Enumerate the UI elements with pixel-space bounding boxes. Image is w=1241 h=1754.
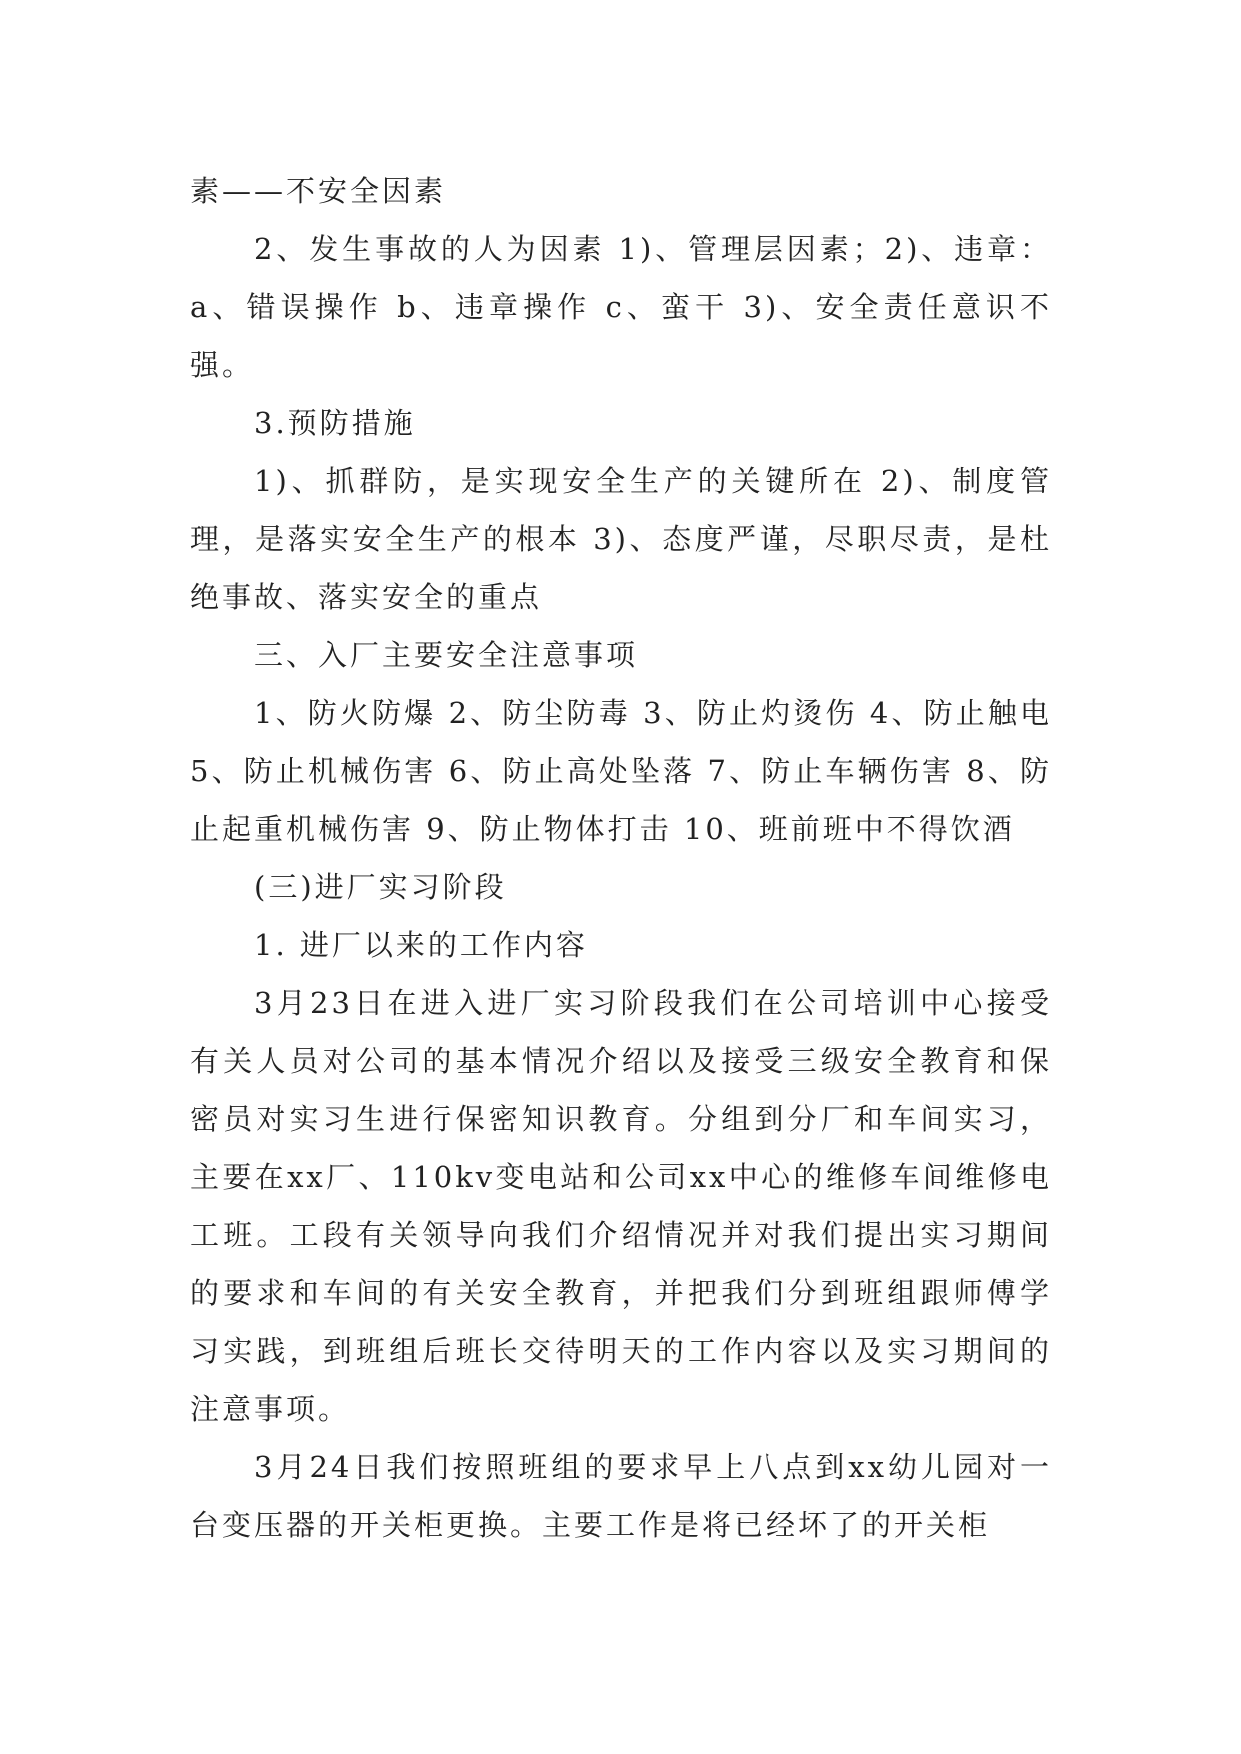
document-body — [190, 162, 1052, 1554]
paragraph-4: 1)、抓群防，是实现安全生产的关键所在 2)、制度管理，是落实安全生产的根本 3)、态度严谨，尽职尽责，是杜绝事故、落实安全的重点 — [190, 464, 1052, 614]
paragraph-10: 3月24日我们按照班组的要求早上八点到xx幼儿园对一台变压器的开关柜更换。主要工作是将已经坏了的开关柜 — [190, 1450, 1052, 1542]
paragraph-2: 2、发生事故的人为因素 1)、管理层因素；2)、违章：a、错误操作 b、违章操作 c、蛮干 3)、安全责任意识不强。 — [190, 232, 1052, 382]
paragraph-6: 1、防火防爆 2、防尘防毒 3、防止灼烫伤 4、防止触电 5、防止机械伤害 6、防止高处坠落 7、防止车辆伤害 8、防止起重机械伤害 9、防止物体打击 10、班前班中不得饮酒 — [190, 696, 1052, 846]
paragraph-7-heading: (三)进厂实习阶段 — [254, 870, 507, 904]
paragraph-3-heading: 3.预防措施 — [254, 406, 416, 440]
paragraph-8-heading: 1. 进厂以来的工作内容 — [254, 928, 588, 962]
paragraph-9: 3月23日在进入进厂实习阶段我们在公司培训中心接受有关人员对公司的基本情况介绍以及接受三级安全教育和保密员对实习生进行保密知识教育。分组到分厂和车间实习，主要在xx厂、110kv变电站和公司xx中心的维修车间维修电工班。工段有关领导向我们介绍情况并对我们提出实习期间的要求和车间的有关安全教育，并把我们分到班组跟师傅学习实践，到班组后班长交待明天的工作内容以及实习期间的注意事项。 — [190, 986, 1052, 1426]
paragraph-1: 素——不安全因素 — [190, 174, 447, 208]
paragraph-5-heading: 三、入厂主要安全注意事项 — [254, 638, 639, 672]
